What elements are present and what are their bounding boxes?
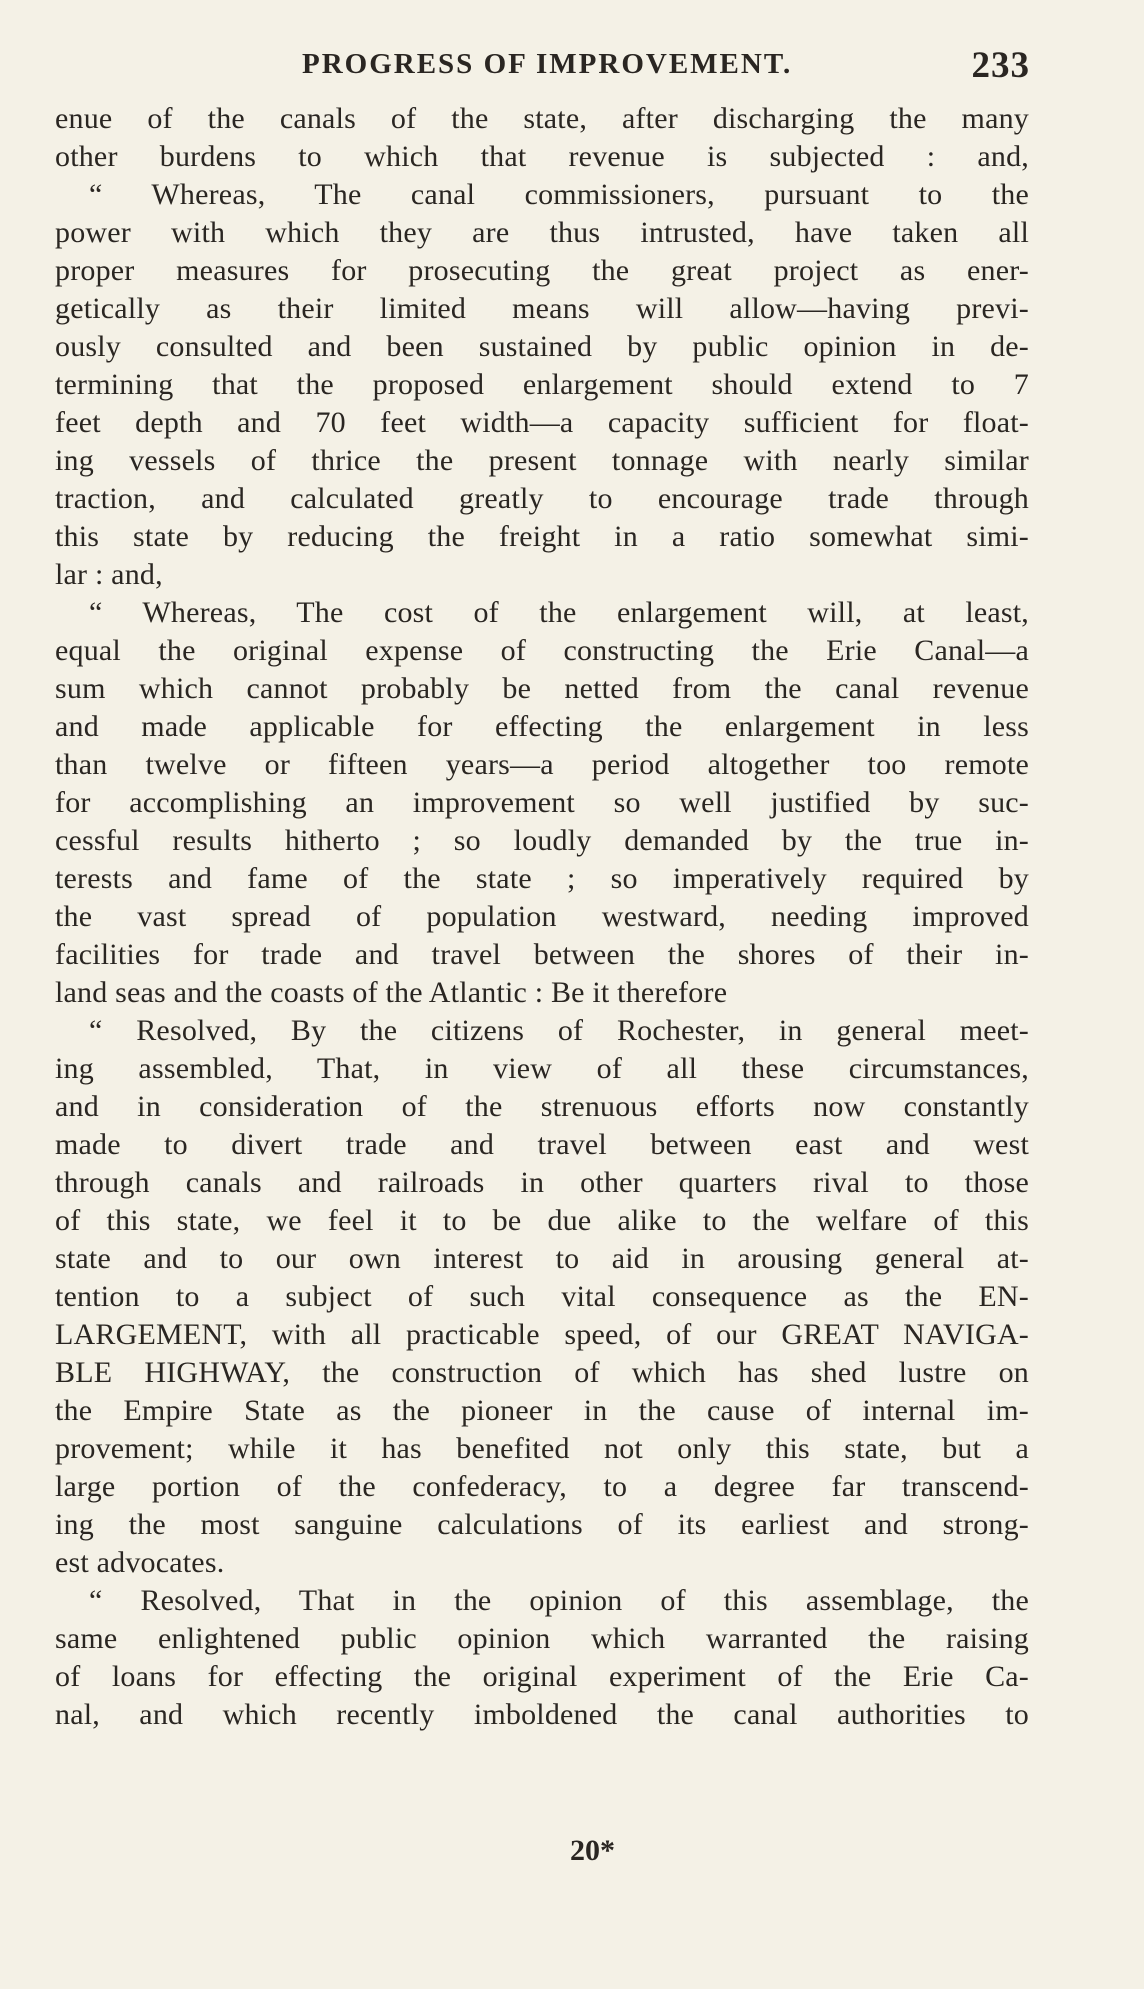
text-line: this state by reducing the freight in a ratio somewhat simi- — [55, 520, 1029, 553]
page-header — [286, 44, 1036, 94]
text-line: for accomplishing an improvement so well justified by suc- — [55, 786, 1029, 819]
text-line: “ Whereas, The canal commissioners, pursuant to the — [89, 178, 1029, 211]
text-line: the Empire State as the pioneer in the cause of internal im- — [55, 1394, 1029, 1427]
text-line: and made applicable for effecting the enlargement in less — [55, 710, 1029, 743]
text-line: enue of the canals of the state, after discharging the many — [55, 102, 1029, 135]
text-line: facilities for trade and travel between the shores of their in- — [55, 938, 1029, 971]
text-line: land seas and the coasts of the Atlantic : Be it therefore — [55, 976, 728, 1009]
text-line: proper measures for prosecuting the great project as ener- — [55, 254, 1029, 287]
text-line: power with which they are thus intrusted, have taken all — [55, 216, 1029, 249]
text-line: ing assembled, That, in view of all these circumstances, — [55, 1052, 1029, 1085]
text-line: termining that the proposed enlargement should extend to 7 — [55, 368, 1029, 401]
text-line: same enlightened public opinion which warranted the raising — [55, 1622, 1029, 1655]
text-line: provement; while it has benefited not only this state, but a — [55, 1432, 1029, 1465]
page-number: 233 — [971, 45, 1030, 86]
body-text — [55, 100, 1029, 1734]
text-line: made to divert trade and travel between east and west — [55, 1128, 1029, 1161]
text-line: ing vessels of thrice the present tonnage with nearly similar — [55, 444, 1029, 477]
text-line: equal the original expense of constructing the Erie Canal—a — [55, 634, 1029, 667]
text-line: other burdens to which that revenue is subjected : and, — [55, 140, 1029, 173]
text-line: of loans for effecting the original experiment of the Erie Ca- — [55, 1660, 1029, 1693]
signature-mark: 20* — [570, 1834, 615, 1867]
text-line: lar : and, — [55, 558, 163, 591]
text-line: est advocates. — [55, 1546, 225, 1579]
text-line: of this state, we feel it to be due alike to the welfare of this — [55, 1204, 1029, 1237]
text-line: and in consideration of the strenuous efforts now constantly — [55, 1090, 1029, 1123]
text-line: terests and fame of the state ; so imperatively required by — [55, 862, 1029, 895]
text-line: “ Resolved, That in the opinion of this assemblage, the — [89, 1584, 1029, 1617]
text-line: state and to our own interest to aid in arousing general at- — [55, 1242, 1029, 1275]
text-line: LARGEMENT, with all practicable speed, of our GREAT NAVIGA- — [55, 1318, 1029, 1351]
text-line: large portion of the confederacy, to a degree far transcend- — [55, 1470, 1029, 1503]
text-line: tention to a subject of such vital consequence as the EN- — [55, 1280, 1029, 1313]
running-title: PROGRESS OF IMPROVEMENT. — [302, 48, 793, 80]
text-line: “ Resolved, By the citizens of Rochester, in general meet- — [89, 1014, 1029, 1047]
text-line: sum which cannot probably be netted from the canal revenue — [55, 672, 1029, 705]
text-line: the vast spread of population westward, needing improved — [55, 900, 1029, 933]
text-line: than twelve or fifteen years—a period altogether too remote — [55, 748, 1029, 781]
text-line: through canals and railroads in other quarters rival to those — [55, 1166, 1029, 1199]
text-line: feet depth and 70 feet width—a capacity sufficient for float- — [55, 406, 1029, 439]
text-line: “ Whereas, The cost of the enlargement will, at least, — [89, 596, 1029, 629]
text-line: nal, and which recently imboldened the canal authorities to — [55, 1698, 1029, 1731]
text-line: traction, and calculated greatly to encourage trade through — [55, 482, 1029, 515]
text-line: cessful results hitherto ; so loudly demanded by the true in- — [55, 824, 1029, 857]
text-line: BLE HIGHWAY, the construction of which has shed lustre on — [55, 1356, 1029, 1389]
text-line: ously consulted and been sustained by public opinion in de- — [55, 330, 1029, 363]
text-line: ing the most sanguine calculations of its earliest and strong- — [55, 1508, 1029, 1541]
text-line: getically as their limited means will allow—having previ- — [55, 292, 1029, 325]
